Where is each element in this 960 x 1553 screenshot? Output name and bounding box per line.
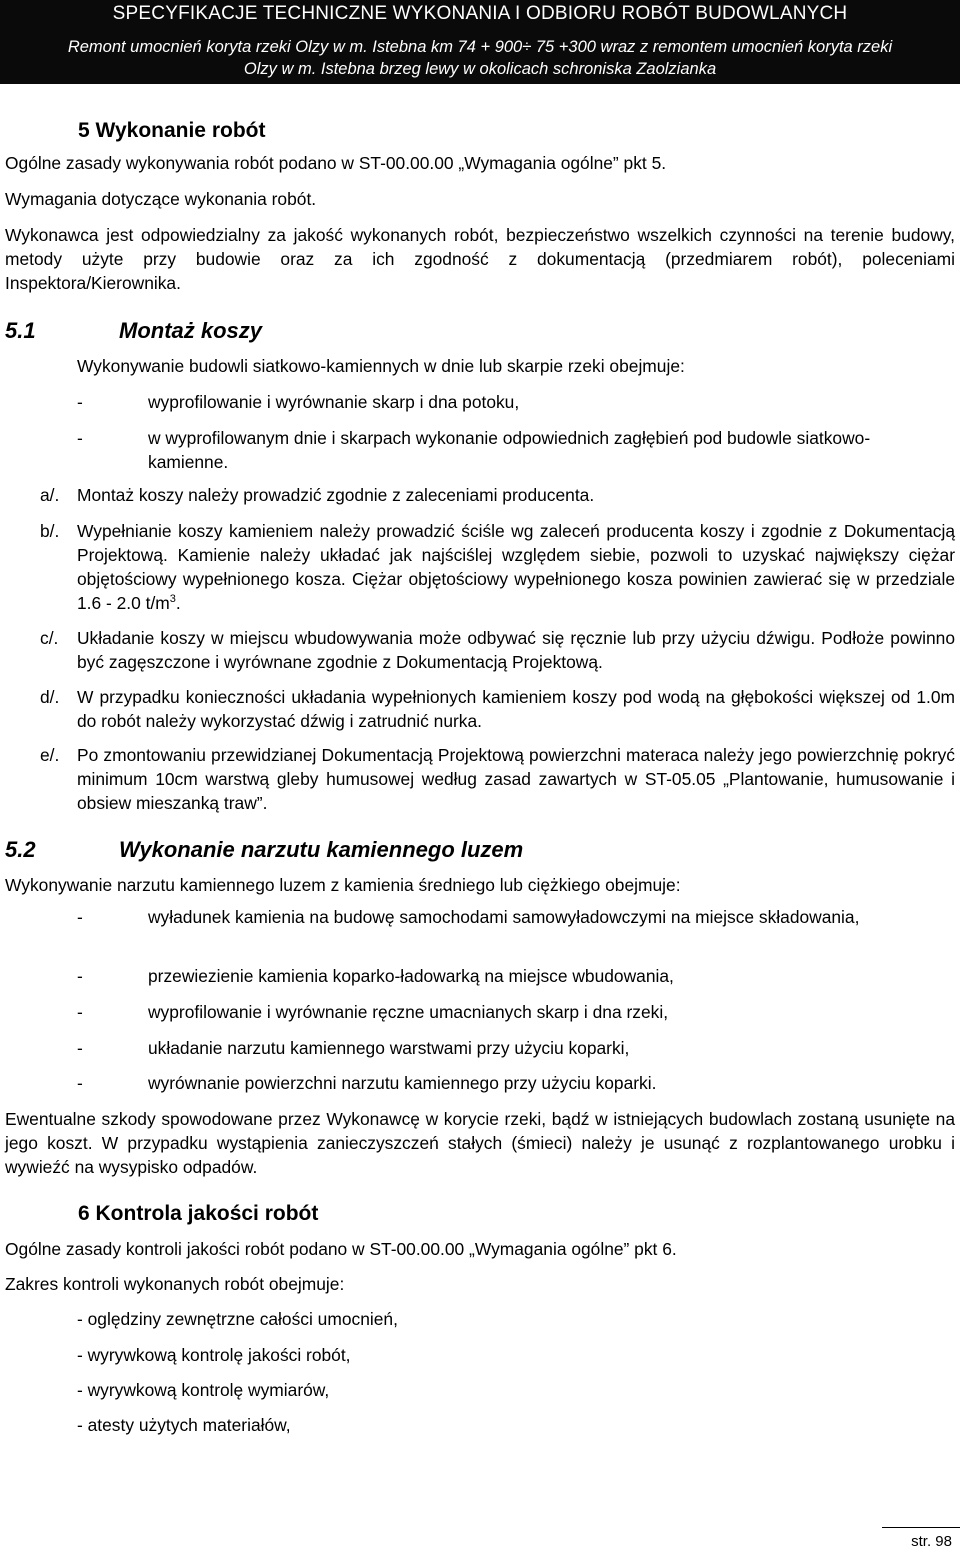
list-item: wyprofilowanie i wyrównanie ręczne umacnianych skarp i dna rzeki, (148, 1002, 669, 1022)
list-dash: - (77, 966, 83, 986)
list-dash: - (77, 1073, 83, 1093)
item-label-e: e/. (40, 745, 60, 765)
item-text-e: Po zmontowaniu przewidzianej Dokumentacją Projektową powierzchni materaca należy jego powierzchnię pokryć minimum 10cm warstwą gleby humusowej według zasad zawartych w ST-05.05 „Plantowanie, humusowanie i obsiew mieszanką traw”. (77, 745, 955, 813)
list-item: w wyprofilowanym dnie i skarpach wykonanie odpowiednich zagłębień pod budowle siatkowo-kamienne. (148, 428, 871, 472)
item-text-b (77, 519, 955, 615)
header-title: SPECYFIKACJE TECHNICZNE WYKONANIA I ODBIORU ROBÓT BUDOWLANYCH (112, 3, 848, 24)
list-dash: - (77, 907, 83, 927)
item-label-b: b/. (40, 521, 60, 541)
list-item: układanie narzutu kamiennego warstwami przy użyciu koparki, (148, 1038, 630, 1058)
item-text-b-body: Wypełnianie koszy kamieniem należy prowadzić ściśle wg zaleceń producenta koszy i zgodnie z Dokumentacją Projektową. Kamienie należy układać jak najściślej względem siebie, pozwoli to uzyskać największy ciężar objętościowy wypełnionego kosza. Ciężar objętościowy wypełnionego kosza powinien zawierać się w przedziale 1.6 - 2.0 t/m (77, 521, 955, 613)
list-item: wyprofilowanie i wyrównanie skarp i dna potoku, (148, 392, 520, 412)
list-dash: - (77, 428, 83, 448)
section-6-scope: Zakres kontroli wykonanych robót obejmuje: (5, 1274, 345, 1294)
list-item: wyładunek kamienia na budowę samochodami samowyładowczymi na miejsce składowania, (148, 907, 860, 927)
superscript: 3 (169, 593, 176, 606)
item-label-a: a/. (40, 485, 60, 505)
item-text-b-end: . (175, 593, 181, 613)
section-5-heading: 5 Wykonanie robót (78, 119, 266, 142)
section-5-2-intro: Wykonywanie narzutu kamiennego luzem z kamienia średniego lub ciężkiego obejmuje: (5, 875, 681, 895)
header-subtitle-line1: Remont umocnień koryta rzeki Olzy w m. Istebna km 74 + 900÷ 75 +300 wraz z remontem umocnień koryta rzeki (67, 38, 893, 56)
list-item: - atesty użytych materiałów, (77, 1415, 291, 1435)
item-text-a: Montaż koszy należy prowadzić zgodnie z zaleceniami producenta. (77, 485, 595, 505)
item-label-d: d/. (40, 687, 60, 707)
section-6-general: Ogólne zasady kontroli jakości robót podano w ST-00.00.00 „Wymagania ogólne” pkt 6. (5, 1239, 677, 1259)
item-text-c: Układanie koszy w miejscu wbudowywania może odbywać się ręcznie lub przy użyciu dźwigu. Podłoże powinno być zagęszczone i wyrównane zgodnie z Dokumentacją Projektową. (77, 628, 955, 672)
section-5-requirements: Wymagania dotyczące wykonania robót. (5, 189, 317, 209)
list-item: - oględziny zewnętrzne całości umocnień, (77, 1309, 398, 1329)
item-text-d: W przypadku konieczności układania wypełnionych kamieniem koszy pod wodą na głębokości większej od 1.0m do robót należy wykorzystać dźwig i zatrudnić nurka. (77, 687, 955, 731)
section-5-1-number: 5.1 (5, 318, 36, 343)
list-item: - wyrywkową kontrolę jakości robót, (77, 1345, 351, 1365)
list-dash: - (77, 1038, 83, 1058)
section-5-2-number: 5.2 (5, 837, 36, 862)
item-label-c: c/. (40, 628, 59, 648)
section-5-general: Ogólne zasady wykonywania robót podano w ST-00.00.00 „Wymagania ogólne” pkt 5. (5, 153, 667, 173)
list-item: przewiezienie kamienia koparko-ładowarką na miejsce wbudowania, (148, 966, 674, 986)
list-dash: - (77, 392, 83, 412)
section-5-1-intro: Wykonywanie budowli siatkowo-kamiennych w dnie lub skarpie rzeki obejmuje: (77, 356, 685, 376)
section-5-2-title: Wykonanie narzutu kamiennego luzem (119, 837, 524, 862)
list-item: - wyrywkową kontrolę wymiarów, (77, 1380, 330, 1400)
header-subtitle-line2: Olzy w m. Istebna brzeg lewy w okolicach schroniska Zaolzianka (243, 60, 717, 78)
section-6-heading: 6 Kontrola jakości robót (78, 1202, 319, 1225)
list-item: wyrównanie powierzchni narzutu kamiennego przy użyciu koparki. (148, 1073, 657, 1093)
document-header (0, 0, 960, 84)
page-number: str. 98 (911, 1533, 952, 1550)
section-5-2-damage: Ewentualne szkody spowodowane przez Wykonawcę w korycie rzeki, bądź w istniejących budowlach zostaną usunięte na jego koszt. W przypadku wystąpienia zanieczyszczeń stałych (śmieci) należy je usunąć z rozplantowanego urobku i wywieźć na wysypisko odpadów. (5, 1109, 955, 1177)
footer-rule (882, 1527, 960, 1528)
section-5-responsibility: Wykonawca jest odpowiedzialny za jakość wykonanych robót, bezpieczeństwo wszelkich czynności na terenie budowy, metody użyte przy budowie oraz za ich zgodność z dokumentacją (przedmiarem robót), poleceniami Inspektora/Kierownika. (5, 225, 955, 293)
section-5-1-title: Montaż koszy (119, 318, 263, 343)
list-dash: - (77, 1002, 83, 1022)
